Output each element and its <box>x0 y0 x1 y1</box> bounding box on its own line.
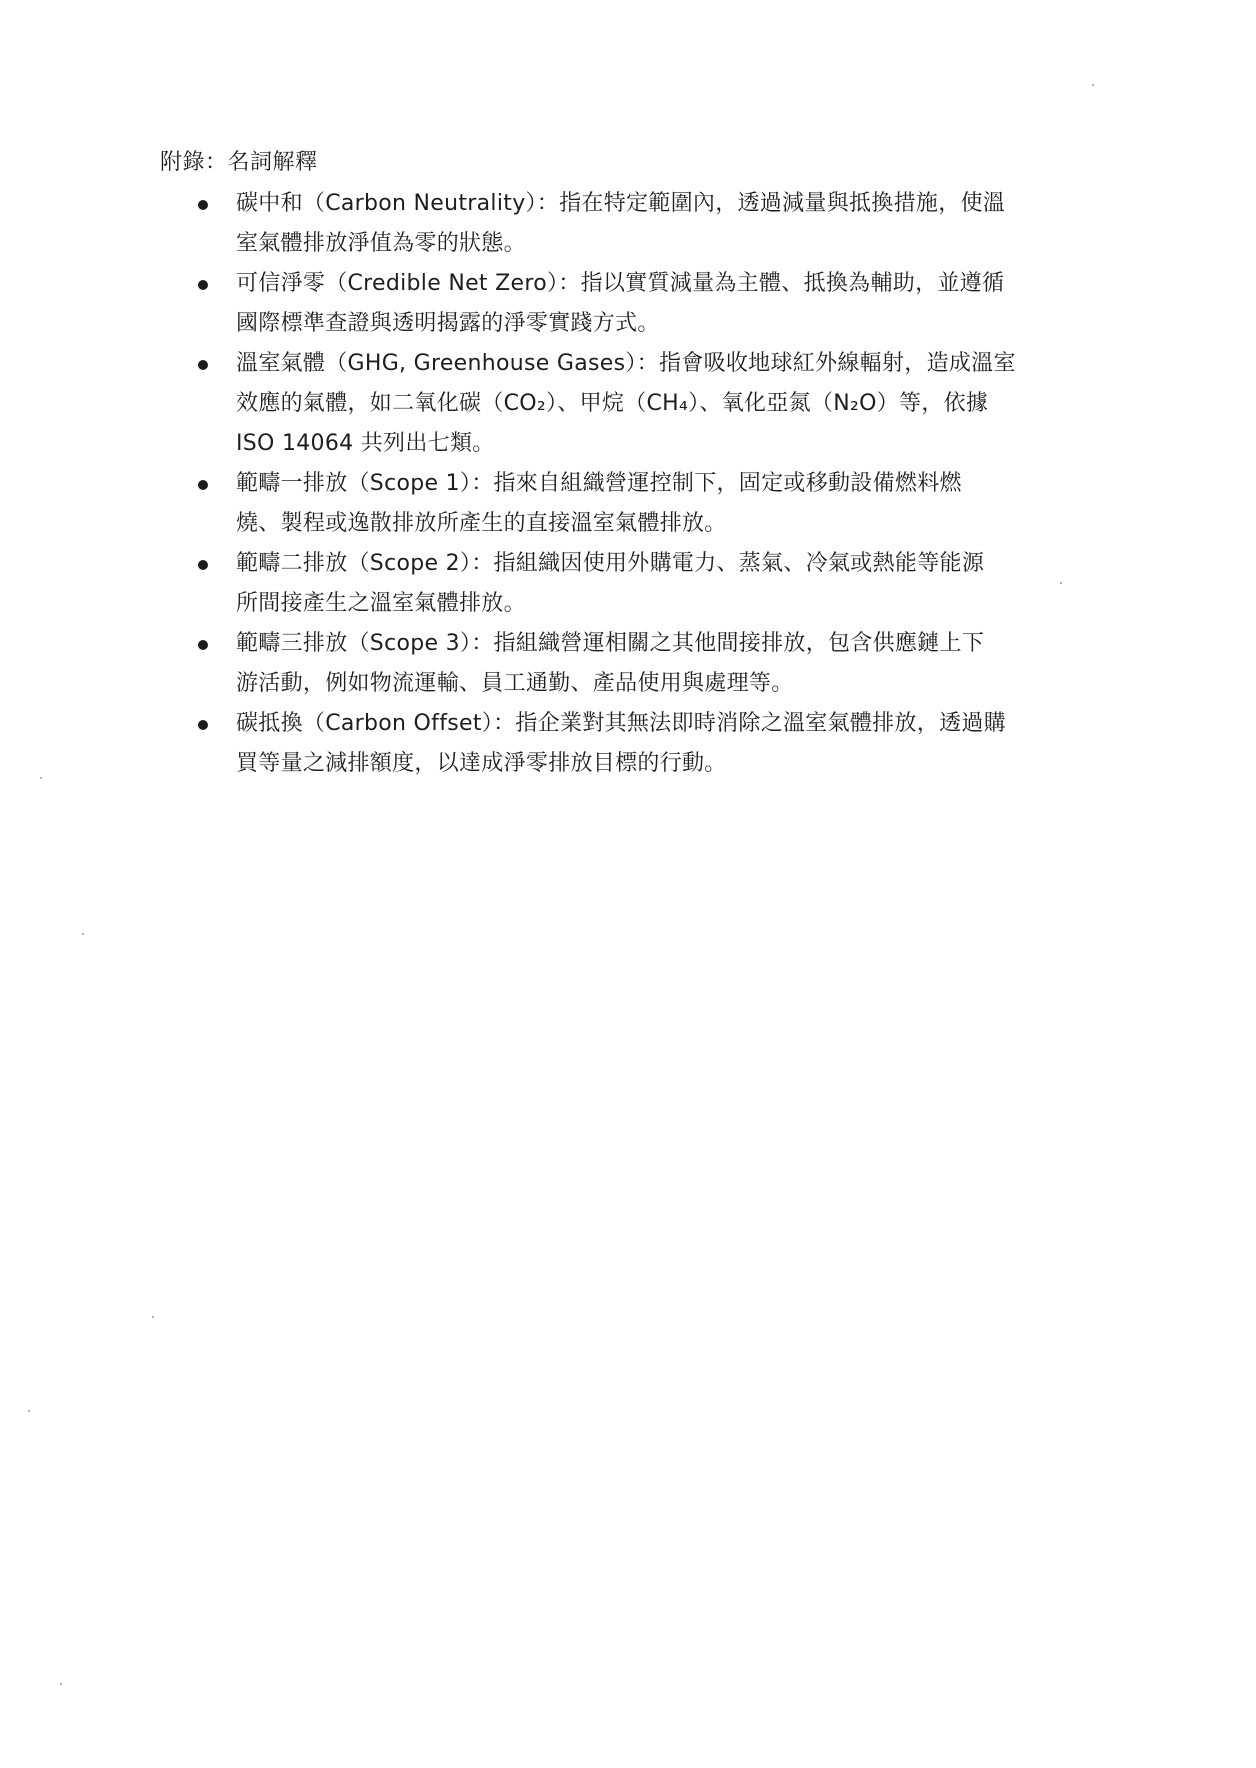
glossary-line: 範疇三排放（Scope 3）：指組織營運相關之其他間接排放，包含供應鏈上下 <box>236 631 985 656</box>
glossary-line: ISO 14064 共列出七類。 <box>236 431 495 456</box>
glossary-line: 游活動，例如物流運輸、員工通勤、產品使用與處理等。 <box>236 671 794 696</box>
scan-speck <box>1060 582 1062 584</box>
glossary-list <box>198 184 1108 784</box>
glossary-line: 室氣體排放淨值為零的狀態。 <box>236 231 526 256</box>
bullet-icon <box>198 640 208 650</box>
glossary-line: 燒、製程或逸散排放所產生的直接溫室氣體排放。 <box>236 511 727 536</box>
glossary-line: 溫室氣體（GHG, Greenhouse Gases）：指會吸收地球紅外線輻射，造成溫室 <box>236 351 1016 376</box>
bullet-icon <box>198 560 208 570</box>
bullet-icon <box>198 360 208 370</box>
bullet-icon <box>198 720 208 730</box>
page-heading: 附錄：名詞解釋 <box>160 150 318 175</box>
glossary-item <box>198 704 1108 784</box>
glossary-line: 買等量之減排額度，以達成淨零排放目標的行動。 <box>236 751 727 776</box>
glossary-line: 範疇一排放（Scope 1）：指來自組織營運控制下，固定或移動設備燃料燃 <box>236 471 962 496</box>
glossary-item <box>198 184 1108 264</box>
glossary-line: 碳抵換（Carbon Offset）：指企業對其無法即時消除之溫室氣體排放，透過購 <box>236 711 1006 736</box>
glossary-line: 可信淨零（Credible Net Zero）：指以實質減量為主體、抵換為輔助，並遵循 <box>236 271 1005 296</box>
scan-speck <box>60 1683 62 1685</box>
glossary-line: 範疇二排放（Scope 2）：指組織因使用外購電力、蒸氣、冷氣或熱能等能源 <box>236 551 985 576</box>
glossary-item <box>198 344 1108 464</box>
glossary-line: 碳中和（Carbon Neutrality）：指在特定範圍內，透過減量與抵換措施，使溫 <box>236 191 1006 216</box>
bullet-icon <box>198 480 208 490</box>
scan-speck <box>152 1316 154 1318</box>
scan-speck <box>82 933 84 935</box>
scan-speck <box>28 1410 30 1412</box>
glossary-line: 所間接產生之溫室氣體排放。 <box>236 591 526 616</box>
glossary-line: 效應的氣體，如二氧化碳（CO₂）、甲烷（CH₄）、氧化亞氮（N₂O）等，依據 <box>236 391 989 416</box>
glossary-line: 國際標準查證與透明揭露的淨零實踐方式。 <box>236 311 660 336</box>
scan-speck <box>40 777 42 779</box>
glossary-item <box>198 464 1108 544</box>
bullet-icon <box>198 280 208 290</box>
glossary-item <box>198 544 1108 624</box>
bullet-icon <box>198 200 208 210</box>
glossary-item <box>198 624 1108 704</box>
scan-speck <box>1092 84 1094 86</box>
glossary-item <box>198 264 1108 344</box>
